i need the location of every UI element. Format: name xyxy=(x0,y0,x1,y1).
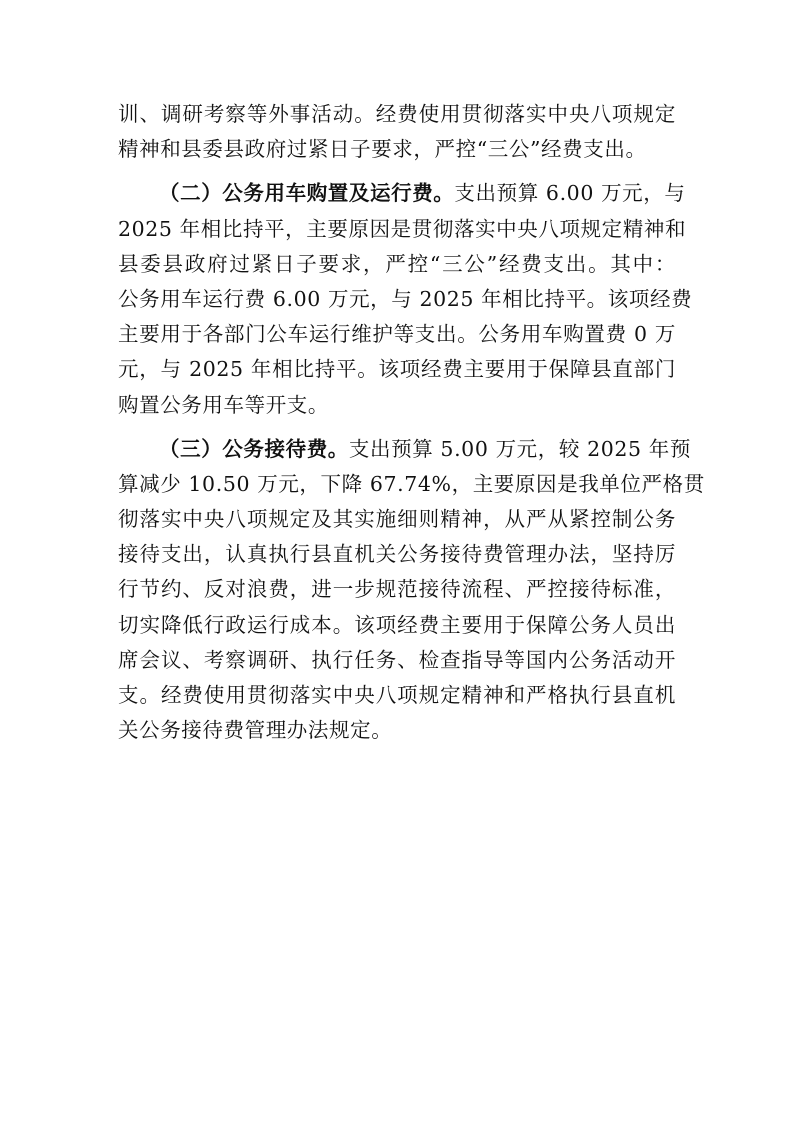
section-heading-vehicles: （二）公务用车购置及运行费。 xyxy=(159,181,455,206)
text-line: 元，与 2025 年相比持平。该项经费主要用于保障县直部门 xyxy=(118,357,676,382)
paragraph-official-reception xyxy=(118,432,705,749)
text-line: 席会议、考察调研、执行任务、检查指导等国内公务活动开 xyxy=(118,647,676,672)
text-line: 算减少 10.50 万元，下降 67.74%，主要原因是我单位严格贯 xyxy=(118,471,705,496)
text-line xyxy=(118,176,686,211)
text-line: 购置公务用车等开支。 xyxy=(118,392,329,417)
text-line: 彻落实中央八项规定及其实施细则精神，从严从紧控制公务 xyxy=(118,507,676,532)
text-run: 支出预算 6.00 万元，与 xyxy=(454,181,686,206)
paragraph-foreign-affairs-continuation xyxy=(118,97,676,167)
text-line xyxy=(118,432,691,467)
text-line: 公务用车运行费 6.00 万元，与 2025 年相比持平。该项经费 xyxy=(118,286,693,311)
paragraph-official-vehicles xyxy=(118,176,693,422)
text-run: 支出预算 5.00 万元，较 2025 年预 xyxy=(348,436,691,461)
text-line: 主要用于各部门公车运行维护等支出。公务用车购置费 0 万 xyxy=(118,322,676,347)
text-line: 训、调研考察等外事活动。经费使用贯彻落实中央八项规定 xyxy=(118,102,676,126)
document-page xyxy=(118,97,705,748)
section-heading-reception: （三）公务接待费。 xyxy=(159,436,349,461)
text-line: 切实降低行政运行成本。该项经费主要用于保障公务人员出 xyxy=(118,612,676,637)
text-line: 县委县政府过紧日子要求，严控“三公”经费支出。其中： xyxy=(118,251,676,276)
text-line: 关公务接待费管理办法规定。 xyxy=(118,718,393,743)
text-line: 2025 年相比持平，主要原因是贯彻落实中央八项规定精神和 xyxy=(118,216,687,241)
text-line: 接待支出，认真执行县直机关公务接待费管理办法，坚持厉 xyxy=(118,542,676,567)
text-line: 行节约、反对浪费，进一步规范接待流程、严控接待标准， xyxy=(118,577,676,602)
text-line: 精神和县委县政府过紧日子要求，严控“三公”经费支出。 xyxy=(118,137,647,162)
text-line: 支。经费使用贯彻落实中央八项规定精神和严格执行县直机 xyxy=(118,683,676,707)
